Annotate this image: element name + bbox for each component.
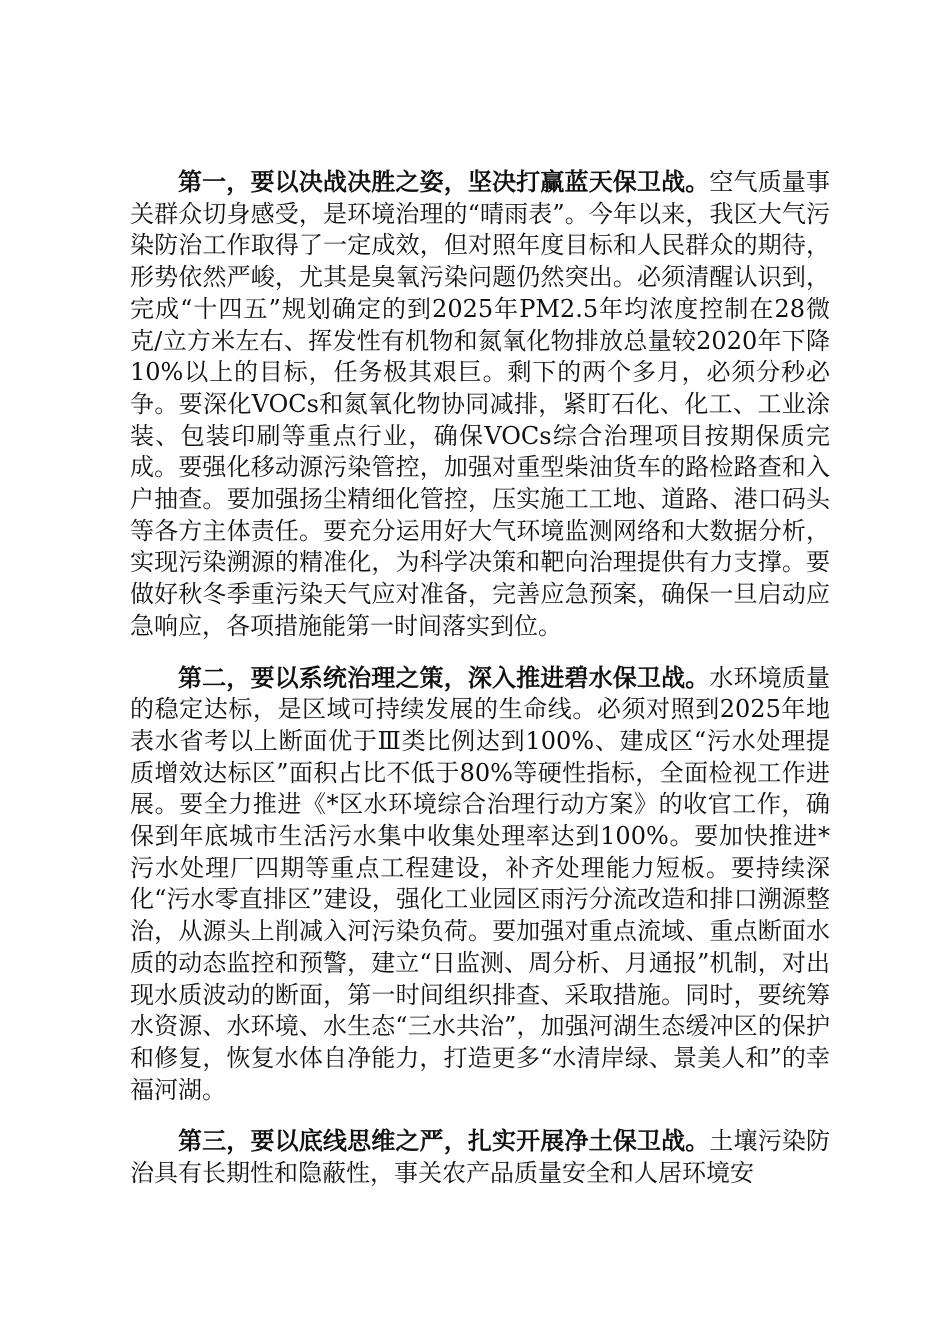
paragraph-body: 空气质量事关群众切身感受，是环境治理的“晴雨表”。今年以来，我区大气污染防治工作取得了一定成效，但对照年度目标和人民群众的期待，形势依然严峻，尤其是臭氧污染问题仍然突出。必须清醒认识到，完成“十四五”规划确定的到2025年PM2.5年均浓度控制在28微克/立方米左右、挥发性有机物和氮氧化物排放总量较2020年下降10%以上的目标，任务极其艰巨。剩下的两个多月，必须分秒必争。要深化VOCs和氮氧化物协同减排，紧盯石化、化工、工业涂装、包装印刷等重点行业，确保VOCs综合治理项目按期保质完成。要强化移动源污染管控，加强对重型柴油货车的路检路查和入户抽查。要加强扬尘精细化管控，压实施工工地、道路、港口码头等各方主体责任。要充分运用好大气环境监测网络和大数据分析，实现污染溯源的精准化，为科学决策和靶向治理提供有力支撑。要做好秋冬季重污染天气应对准备，完善应急预案，确保一旦启动应急响应，各项措施能第一时间落实到位。 bbox=[130, 168, 831, 640]
paragraph-air-defense bbox=[130, 166, 830, 643]
paragraph-soil-defense bbox=[130, 1125, 830, 1189]
paragraph-heading: 第三，要以底线思维之严，扎实开展净土保卫战。 bbox=[178, 1126, 710, 1156]
paragraph-heading: 第一，要以决战决胜之姿，坚决打赢蓝天保卫战。 bbox=[178, 167, 710, 196]
paragraph-heading: 第二，要以系统治理之策，深入推进碧水保卫战。 bbox=[178, 662, 710, 692]
paragraph-body: 水环境质量的稳定达标，是区域可持续发展的生命线。必须对照到2025年地表水省考以上断面优于Ⅲ类比例达到100%、建成区“污水处理提质增效达标区”面积占比不低于80%等硬性指标，全面检视工作进展。要全力推进《*区水环境综合治理行动方案》的收官工作，确保到年底城市生活污水集中收集处理率达到100%。要加快推进*污水处理厂四期等重点工程建设，补齐处理能力短板。要持续深化“污水零直排区”建设，强化工业园区雨污分流改造和排口溯源整治，从源头上削减入河污染负荷。要加强对重点流域、重点断面水质的动态监控和预警，建立“日监测、周分析、月通报”机制，对出现水质波动的断面，第一时间组织排查、采取措施。同时，要统筹水资源、水环境、水生态“三水共治”，加强河湖生态缓冲区的保护和修复，恢复水体自净能力，打造更多“水清岸绿、景美人和”的幸福河湖。 bbox=[130, 663, 831, 1104]
paragraph-water-defense bbox=[130, 662, 830, 1107]
paragraph-body: 土壤污染防治具有长期性和隐蔽性，事关农产品质量安全和人居环境安 bbox=[130, 1127, 831, 1188]
document-page bbox=[130, 166, 830, 1209]
